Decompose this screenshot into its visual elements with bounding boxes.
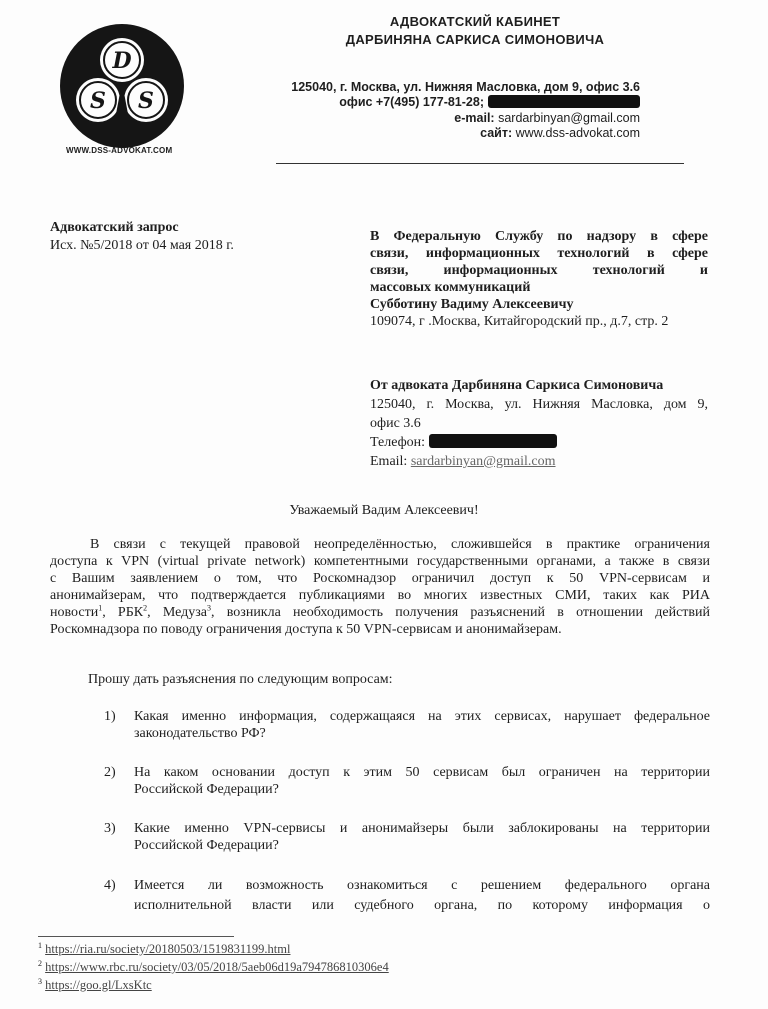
firm-site-label: сайт:	[480, 126, 513, 140]
redaction-bar	[429, 434, 557, 448]
question-number: 1)	[104, 709, 116, 724]
addressee-line: связи, информационных технологий в сфере	[370, 246, 708, 261]
question-item	[104, 708, 710, 742]
question-text: Какая именно информация, содержащаяся на этих сервисах, нарушает федеральное	[134, 709, 710, 724]
request-number: Исх. №5/2018 от 04 мая 2018 г.	[50, 238, 234, 253]
footnote-ref: 1	[98, 603, 103, 613]
addressee-line: В Федеральную Службу по надзору в сфере	[370, 229, 708, 244]
questions-intro: Прошу дать разъяснения по следующим вопросам:	[88, 672, 393, 687]
body-line: В связи с текущей правовой неопределённостью, сложившейся в практике ограничения	[90, 537, 710, 552]
question-text: На каком основании доступ к этим 50 сервисам был ограничен на территории	[134, 765, 710, 780]
sender-email-label: Email:	[370, 454, 408, 469]
addressee-block	[370, 228, 708, 330]
request-title: Адвокатский запрос	[50, 220, 179, 235]
logo-letter-s-left: S	[90, 88, 106, 114]
footnote-link[interactable]: https://goo.gl/LxsKtc	[45, 978, 152, 992]
question-text: законодательство РФ?	[134, 726, 266, 741]
body-paragraph	[50, 536, 710, 638]
sender-address-line2: офис 3.6	[370, 416, 421, 431]
logo-website: WWW.DSS-ADVOKAT.COM	[66, 146, 173, 155]
firm-phone-line	[260, 95, 640, 109]
footnote-link[interactable]: https://www.rbc.ru/society/03/05/2018/5aeb06d19a794786810306e4	[45, 960, 389, 974]
body-line: с Вашим заявлением о том, что Роскомнадзор ограничил доступ к 50 VPN-сервисам и	[50, 571, 710, 586]
firm-phone: офис +7(495) 177-81-28;	[339, 95, 484, 109]
sender-email-line	[370, 452, 708, 471]
redaction-bar	[488, 95, 640, 108]
body-text: , возникла необходимость получения разъяснений в отношении действий	[211, 605, 711, 620]
footnote	[38, 942, 290, 957]
sender-title: От адвоката Дарбиняна Саркиса Симоновича	[370, 378, 664, 393]
footnote-ref: 3	[207, 603, 212, 613]
logo-letter-d: D	[112, 48, 132, 74]
question-number: 2)	[104, 765, 116, 780]
body-text: , РБК	[102, 605, 144, 620]
firm-site[interactable]: www.dss-advokat.com	[515, 126, 640, 140]
addressee-person: Субботину Вадиму Алексеевичу	[370, 297, 574, 312]
sender-block	[370, 376, 708, 471]
body-line: доступа к VPN (virtual private network) компетентными государственными органами, а также в связи	[50, 554, 710, 569]
firm-address: 125040, г. Москва, ул. Нижняя Масловка, дом 9, офис 3.6	[291, 80, 640, 94]
firm-name-line2: ДАРБИНЯНА САРКИСА СИМОНОВИЧА	[345, 32, 605, 47]
question-text: Российской Федерации?	[134, 782, 279, 797]
sender-address-line1: 125040, г. Москва, ул. Нижняя Масловка, дом 9,	[370, 397, 708, 412]
dss-logo	[58, 22, 186, 154]
footnote-ref: 2	[143, 603, 148, 613]
footnote-mark: 1	[38, 940, 42, 950]
addressee-line: массовых коммуникаций	[370, 280, 531, 295]
footnote-link[interactable]: https://ria.ru/society/20180503/1519831199.html	[45, 942, 291, 956]
firm-name-line1: АДВОКАТСКИЙ КАБИНЕТ	[389, 14, 561, 29]
body-line: Роскомнадзора по поводу ограничения доступа к 50 VPN-сервисам и анонимайзерам.	[50, 622, 562, 637]
question-number: 3)	[104, 821, 116, 836]
footnote-divider	[38, 936, 234, 937]
firm-email-line	[260, 111, 640, 125]
body-line	[50, 604, 710, 621]
header-divider	[276, 163, 684, 164]
question-item	[104, 820, 710, 854]
question-item	[104, 764, 710, 798]
question-text: Какие именно VPN-сервисы и анонимайзеры были заблокированы на территории	[134, 821, 710, 836]
question-item	[104, 876, 710, 916]
addressee-address: 109074, г .Москва, Китайгородский пр., д.7, стр. 2	[370, 314, 669, 329]
question-text: исполнительной власти или судебного органа, по которому информация о	[134, 898, 710, 913]
footnote	[38, 978, 152, 993]
sender-phone-label: Телефон:	[370, 435, 426, 450]
question-text: Имеется ли возможность ознакомиться с решением федерального органа	[134, 878, 710, 893]
logo-letter-s-right: S	[138, 88, 154, 114]
firm-email[interactable]: sardarbinyan@gmail.com	[498, 111, 640, 125]
firm-email-label: e-mail:	[454, 111, 495, 125]
salutation: Уважаемый Вадим Алексеевич!	[289, 503, 479, 518]
body-text: , Медуза	[147, 605, 208, 620]
question-number: 4)	[104, 878, 116, 893]
footnote	[38, 960, 389, 975]
body-text: новости	[50, 605, 99, 620]
sender-phone-line	[370, 433, 708, 452]
footnote-mark: 2	[38, 958, 42, 968]
body-line: анонимайзерам, что подтверждается публикациями во многих известных СМИ, таких как РИА	[50, 588, 710, 603]
sender-email-link[interactable]: sardarbinyan@gmail.com	[410, 454, 556, 469]
question-text: Российской Федерации?	[134, 838, 279, 853]
footnote-mark: 3	[38, 976, 42, 986]
firm-site-line	[260, 126, 640, 140]
addressee-line: связи, информационных технологий и	[370, 263, 708, 278]
